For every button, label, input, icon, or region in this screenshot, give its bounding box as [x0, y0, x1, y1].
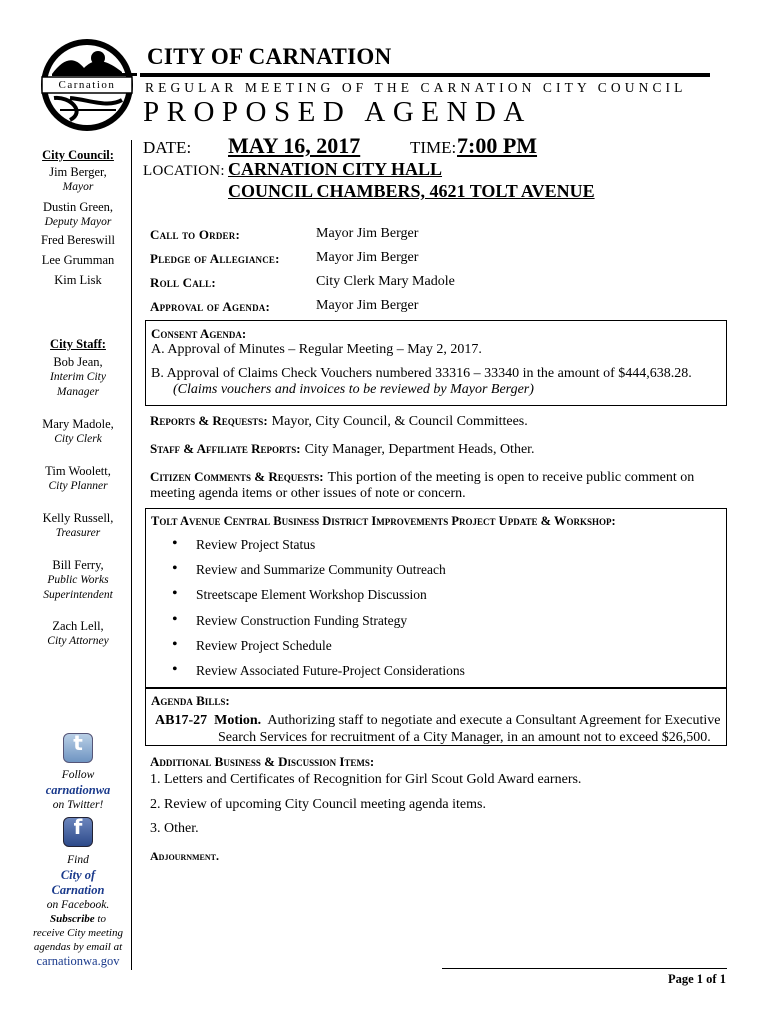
pledge-value: Mayor Jim Berger	[316, 250, 419, 265]
additional-item: 2. Review of upcoming City Council meeting agenda items.	[150, 797, 486, 812]
location-line1: CARNATION CITY HALL	[228, 159, 443, 179]
council-member: Lee Grumman	[41, 253, 115, 267]
council-member: Fred Bereswill	[41, 233, 115, 247]
location-label: LOCATION:	[143, 163, 225, 179]
staff-member: Bob Jean, Interim City Manager	[50, 355, 106, 398]
twitter-icon[interactable]: t	[63, 733, 93, 763]
consent-item-b-note: (Claims vouchers and invoices to be reviewed by Mayor Berger)	[173, 382, 534, 397]
list-item: • Streetscape Element Workshop Discussion	[172, 587, 465, 612]
consent-item-a: A. Approval of Minutes – Regular Meeting – May 2, 2017.	[151, 342, 482, 357]
additional-heading: Additional Business & Discussion Items:	[150, 754, 375, 769]
facebook-link-line2[interactable]: Carnation	[51, 883, 105, 897]
council-heading: City Council:	[42, 148, 114, 162]
agenda-bill-line1: AB17-27 Motion. Authorizing staff to negotiate and execute a Consultant Agreement for Executive	[155, 713, 721, 728]
staff-member: Mary Madole, City Clerk	[42, 417, 114, 445]
reports-row: Reports & Requests: Mayor, City Council, & Council Committees.	[150, 413, 528, 429]
list-item: • Review Associated Future-Project Considerations	[172, 663, 465, 688]
council-member: Dustin Green, Deputy Mayor	[42, 200, 114, 228]
facebook-block: f Find City of Carnation on Facebook.	[28, 817, 128, 913]
tolt-heading: Tolt Avenue Central Business District Improvements Project Update & Workshop:	[151, 514, 616, 528]
list-item: • Review Construction Funding Strategy	[172, 613, 465, 638]
location-line2: COUNCIL CHAMBERS, 4621 TOLT AVENUE	[228, 181, 595, 201]
facebook-icon[interactable]: f	[63, 817, 93, 847]
consent-item-b: B. Approval of Claims Check Vouchers numbered 33316 – 33340 in the amount of $444,638.28.	[151, 366, 692, 381]
page-number: Page 1 of 1	[668, 972, 726, 986]
logo-text: Carnation	[58, 79, 116, 91]
list-item: • Review and Summarize Community Outreach	[172, 562, 465, 587]
time-label: TIME:	[410, 138, 457, 157]
additional-item: 1. Letters and Certificates of Recognition for Girl Scout Gold Award earners.	[150, 772, 582, 787]
city-logo	[40, 38, 134, 132]
date-value: MAY 16, 2017	[228, 133, 361, 158]
roll-call-value: City Clerk Mary Madole	[316, 274, 455, 289]
time-value: 7:00 PM	[457, 133, 538, 158]
header-rule-left	[97, 73, 137, 76]
adjournment: Adjournment.	[150, 849, 219, 863]
meeting-subtitle: REGULAR MEETING OF THE CARNATION CITY COUNCIL	[145, 80, 687, 95]
tolt-items-list	[172, 537, 465, 688]
additional-item: 3. Other.	[150, 821, 199, 836]
header-rule	[140, 73, 710, 77]
citizen-comments-row: Citizen Comments & Requests: This portion of the meeting is open to receive public comment on	[150, 469, 695, 485]
agenda-bills-heading: Agenda Bills:	[151, 693, 230, 708]
pledge-label: Pledge of Allegiance:	[150, 251, 280, 266]
agenda-bill-line2: Search Services for recruitment of a City Manager, in an amount not to exceed $26,500.	[218, 730, 711, 745]
staff-member: Zach Lell, City Attorney	[47, 619, 109, 647]
date-label: DATE:	[143, 138, 192, 157]
staff-heading: City Staff:	[50, 337, 106, 351]
staff-member: Tim Woolett, City Planner	[45, 464, 111, 492]
roll-call-label: Roll Call:	[150, 275, 216, 290]
consent-heading: Consent Agenda:	[151, 326, 247, 341]
staff-reports-row: Staff & Affiliate Reports: City Manager, Department Heads, Other.	[150, 441, 535, 457]
city-name: CITY OF CARNATION	[147, 44, 392, 69]
call-to-order-value: Mayor Jim Berger	[316, 226, 419, 241]
document-title: PROPOSED AGENDA	[143, 96, 532, 128]
twitter-handle-link[interactable]: carnationwa	[45, 783, 111, 797]
staff-member: Bill Ferry, Public Works Superintendent	[43, 558, 113, 601]
council-member: Kim Lisk	[54, 273, 102, 287]
staff-member: Kelly Russell, Treasurer	[42, 511, 114, 539]
list-item: • Review Project Schedule	[172, 638, 465, 663]
footer-rule	[442, 968, 727, 969]
list-item: • Review Project Status	[172, 537, 465, 562]
sidebar	[28, 140, 132, 970]
approval-value: Mayor Jim Berger	[316, 298, 419, 313]
subscribe-block: Subscribe to receive City meeting agendas by email at carnationwa.gov	[28, 912, 128, 968]
facebook-link-line1[interactable]: City of	[60, 868, 96, 882]
call-to-order-label: Call to Order:	[150, 227, 240, 242]
twitter-block: t Follow carnationwa on Twitter!	[28, 733, 128, 813]
website-link[interactable]: carnationwa.gov	[36, 954, 120, 968]
council-member: Jim Berger, Mayor	[49, 165, 107, 193]
approval-label: Approval of Agenda:	[150, 299, 271, 314]
citizen-comments-text2: meeting agenda items or other issues of note or concern.	[150, 486, 466, 501]
